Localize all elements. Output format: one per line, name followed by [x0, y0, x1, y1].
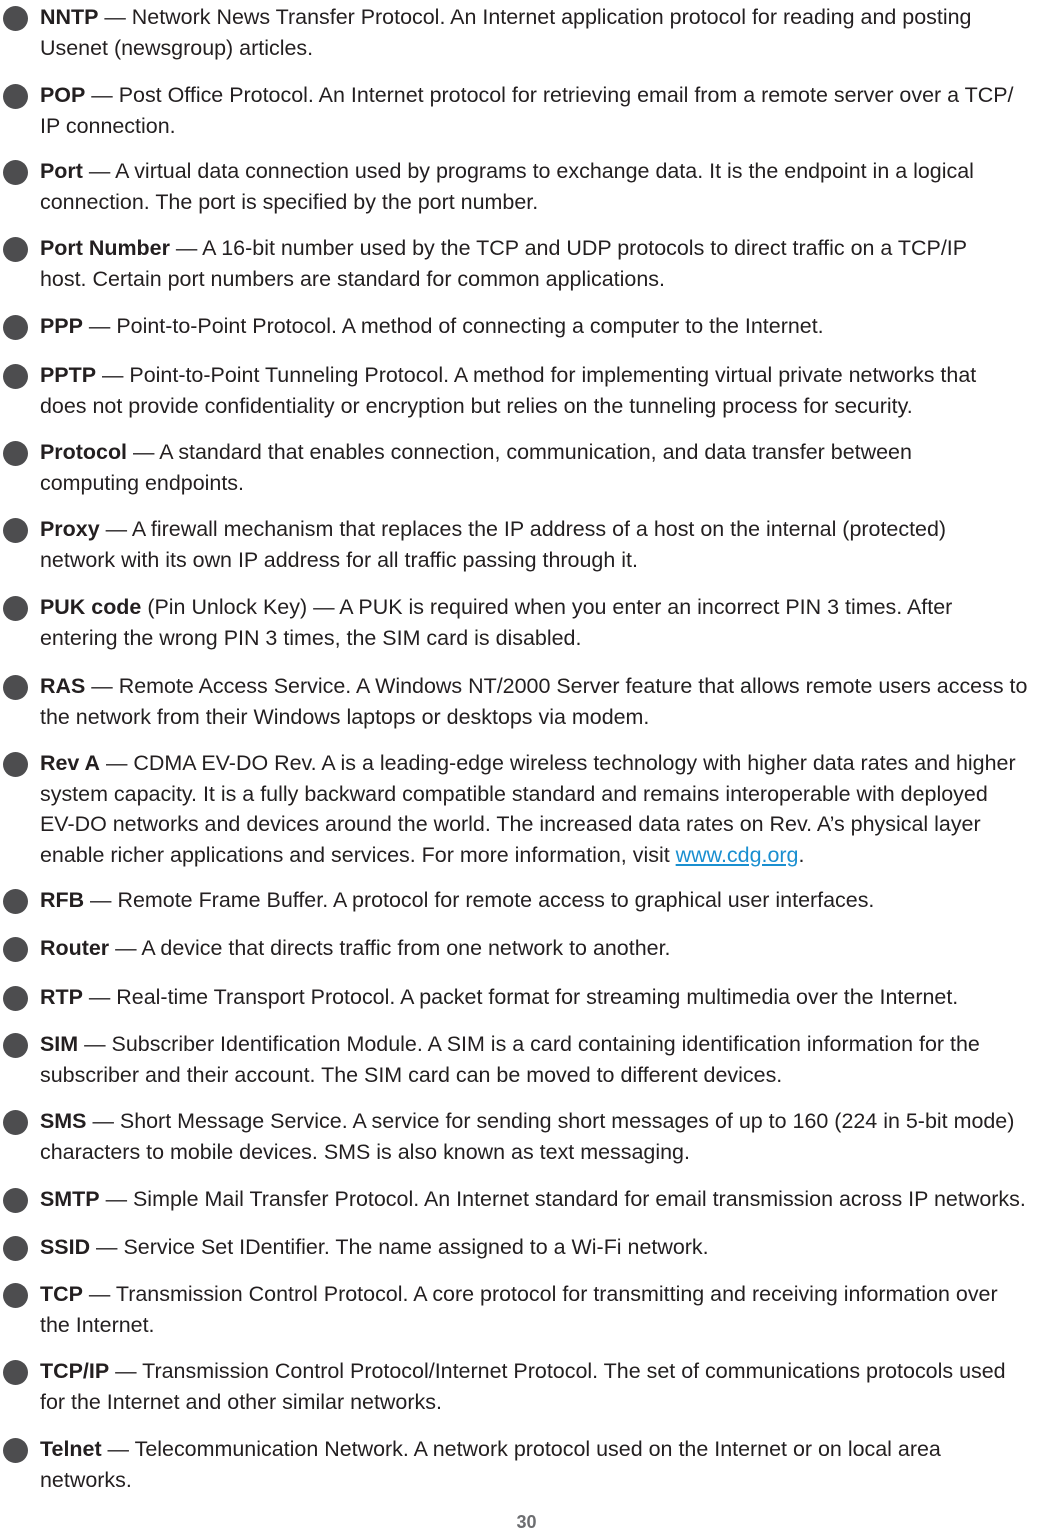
entry-term: PPTP	[40, 363, 97, 387]
entry-line	[40, 1356, 1051, 1387]
entry-line	[40, 80, 1051, 111]
entry-line: the Internet.	[40, 1312, 155, 1337]
entry-line: Usenet (newsgroup) articles.	[40, 35, 314, 60]
bullet-icon	[3, 315, 28, 340]
entry-term: Rev A	[40, 751, 101, 775]
entry-term: NNTP	[40, 5, 99, 29]
entry-trailing: .	[798, 842, 805, 867]
bullet-icon	[3, 518, 28, 543]
glossary-entry-nntp	[40, 2, 1053, 63]
entry-text: — Post Office Protocol. An Internet protocol for retrieving email from a remote server over a TCP/	[85, 83, 1014, 107]
bullet-icon	[3, 1188, 28, 1213]
entry-term: SIM	[40, 1032, 79, 1056]
entry-line: entering the wrong PIN 3 times, the SIM card is disabled.	[40, 625, 582, 650]
entry-line	[40, 360, 1051, 391]
entry-line: connection. The port is specified by the port number.	[40, 189, 539, 214]
bullet-icon	[3, 675, 28, 700]
entry-text: — A standard that enables connection, communication, and data transfer between	[127, 440, 912, 464]
bullet-icon	[3, 160, 28, 185]
entry-text: — Service Set IDentifier. The name assigned to a Wi-Fi network.	[90, 1235, 709, 1259]
bullet-icon	[3, 1438, 28, 1463]
entry-term: RFB	[40, 888, 85, 912]
glossary-entry-puk-code	[40, 592, 1053, 653]
glossary-entry-telnet	[40, 1434, 1053, 1495]
glossary-entry-router	[40, 933, 1053, 964]
bullet-icon	[3, 752, 28, 777]
glossary-entry-port-number	[40, 233, 1053, 294]
bullet-icon	[3, 1110, 28, 1135]
glossary-entry-ppp	[40, 311, 1053, 342]
bullet-icon	[3, 986, 28, 1011]
entry-line	[40, 1232, 1051, 1263]
bullet-icon	[3, 1033, 28, 1058]
entry-line: networks.	[40, 1467, 132, 1492]
glossary-entry-proxy	[40, 514, 1053, 575]
entry-text: — A device that directs traffic from one network to another.	[109, 936, 671, 960]
entry-line	[40, 592, 1051, 623]
bullet-icon	[3, 937, 28, 962]
entry-term: Port Number	[40, 236, 170, 260]
entry-line: subscriber and their account. The SIM card can be moved to different devices.	[40, 1062, 783, 1087]
entry-line	[40, 2, 1051, 33]
entry-line: network with its own IP address for all traffic passing through it.	[40, 547, 638, 572]
glossary-entry-port	[40, 156, 1053, 217]
glossary-entry-sms	[40, 1106, 1053, 1167]
bullet-icon	[3, 1236, 28, 1261]
glossary-entry-tcp-ip	[40, 1356, 1053, 1417]
entry-line	[40, 933, 1051, 964]
glossary-entry-pop	[40, 80, 1053, 141]
entry-term: RAS	[40, 674, 86, 698]
glossary-entry-rtp	[40, 982, 1053, 1013]
bullet-icon	[3, 84, 28, 109]
entry-text: — A firewall mechanism that replaces the IP address of a host on the internal (protected)	[99, 517, 947, 541]
glossary-entry-ssid	[40, 1232, 1053, 1263]
entry-term: TCP	[40, 1282, 83, 1306]
entry-term: POP	[40, 83, 86, 107]
entry-text: — Transmission Control Protocol/Internet Protocol. The set of communications protocols used	[109, 1359, 1006, 1383]
entry-line: for the Internet and other similar networks.	[40, 1389, 442, 1414]
glossary-entry-smtp	[40, 1184, 1053, 1215]
entry-line: EV-DO networks and devices around the world. The increased data rates on Rev. A’s physical layer	[40, 812, 981, 836]
entry-term: Proxy	[40, 517, 100, 541]
entry-line	[40, 311, 1051, 342]
entry-text: — Transmission Control Protocol. A core protocol for transmitting and receiving information over	[82, 1282, 998, 1306]
entry-line: the network from their Windows laptops or desktops via modem.	[40, 704, 650, 729]
entry-text: — A virtual data connection used by programs to exchange data. It is the endpoint in a logical	[82, 159, 974, 183]
entry-term: TCP/IP	[40, 1359, 110, 1383]
entry-text: — A 16-bit number used by the TCP and UDP protocols to direct traffic on a TCP/IP	[169, 236, 968, 260]
entry-line: system capacity. It is a fully backward compatible standard and remains interoperable with deployed	[40, 781, 988, 806]
entry-line	[40, 233, 1051, 264]
entry-term: SMTP	[40, 1187, 100, 1211]
entry-term: SMS	[40, 1109, 87, 1133]
entry-line	[40, 748, 1051, 779]
entry-text: — Point-to-Point Tunneling Protocol. A method for implementing virtual private networks that	[96, 363, 977, 387]
bullet-icon	[3, 889, 28, 914]
entry-text: — Subscriber Identification Module. A SIM is a card containing identification information for the	[78, 1032, 980, 1056]
glossary-entry-protocol	[40, 437, 1053, 498]
entry-text: — Simple Mail Transfer Protocol. An Internet standard for email transmission across IP networks.	[99, 1187, 1026, 1211]
entry-line	[40, 514, 1051, 545]
entry-term: PUK code	[40, 595, 142, 619]
entry-line: host. Certain port numbers are standard for common applications.	[40, 266, 665, 291]
entry-line: IP connection.	[40, 113, 176, 138]
bullet-icon	[3, 6, 28, 31]
entry-line: characters to mobile devices. SMS is also known as text messaging.	[40, 1139, 690, 1164]
glossary-entry-sim	[40, 1029, 1053, 1090]
entry-line	[40, 1184, 1051, 1215]
bullet-icon	[3, 441, 28, 466]
bullet-icon	[3, 364, 28, 389]
entry-text: — CDMA EV-DO Rev. A is a leading-edge wireless technology with higher data rates and higher	[100, 751, 1016, 775]
entry-line	[40, 982, 1051, 1013]
entry-line: computing endpoints.	[40, 470, 244, 495]
entry-text: — Remote Access Service. A Windows NT/2000 Server feature that allows remote users access to	[85, 674, 1028, 698]
entry-line	[40, 840, 1051, 871]
entry-text: — Short Message Service. A service for sending short messages of up to 160 (224 in 5-bit mode)	[86, 1109, 1015, 1133]
entry-term: RTP	[40, 985, 83, 1009]
entry-line	[40, 671, 1051, 702]
bullet-icon	[3, 1283, 28, 1308]
entry-text: (Pin Unlock Key) — A PUK is required when you enter an incorrect PIN 3 times. After	[141, 595, 953, 619]
entry-term: PPP	[40, 314, 83, 338]
bullet-icon	[3, 237, 28, 262]
entry-text: — Telecommunication Network. A network protocol used on the Internet or on local area	[101, 1437, 941, 1461]
glossary-entry-tcp	[40, 1279, 1053, 1340]
bullet-icon	[3, 596, 28, 621]
entry-text: — Point-to-Point Protocol. A method of connecting a computer to the Internet.	[82, 314, 824, 338]
entry-line	[40, 156, 1051, 187]
glossary-entry-rev-a	[40, 748, 1053, 870]
glossary-entry-rfb	[40, 885, 1053, 916]
entry-line	[40, 1029, 1051, 1060]
entry-text: — Remote Frame Buffer. A protocol for remote access to graphical user interfaces.	[84, 888, 875, 912]
cdg-link[interactable]: www.cdg.org	[675, 842, 799, 867]
entry-text: — Real-time Transport Protocol. A packet format for streaming multimedia over the Internet.	[82, 985, 959, 1009]
entry-line	[40, 885, 1051, 916]
glossary-entry-ras	[40, 671, 1053, 732]
entry-term: Router	[40, 936, 110, 960]
entry-text: — Network News Transfer Protocol. An Internet application protocol for reading and posting	[98, 5, 972, 29]
entry-line	[40, 437, 1051, 468]
entry-term: Protocol	[40, 440, 128, 464]
entry-line	[40, 1106, 1051, 1137]
entry-line	[40, 1279, 1051, 1310]
page-number: 30	[516, 1512, 537, 1532]
entry-term: Telnet	[40, 1437, 102, 1461]
entry-term: SSID	[40, 1235, 91, 1259]
entry-line: does not provide confidentiality or encryption but relies on the tunneling process for security.	[40, 393, 913, 418]
entry-term: Port	[40, 159, 83, 183]
entry-text: enable richer applications and services. For more information, visit	[40, 842, 676, 867]
glossary-entry-pptp	[40, 360, 1053, 421]
bullet-icon	[3, 1360, 28, 1385]
entry-line	[40, 1434, 1051, 1465]
